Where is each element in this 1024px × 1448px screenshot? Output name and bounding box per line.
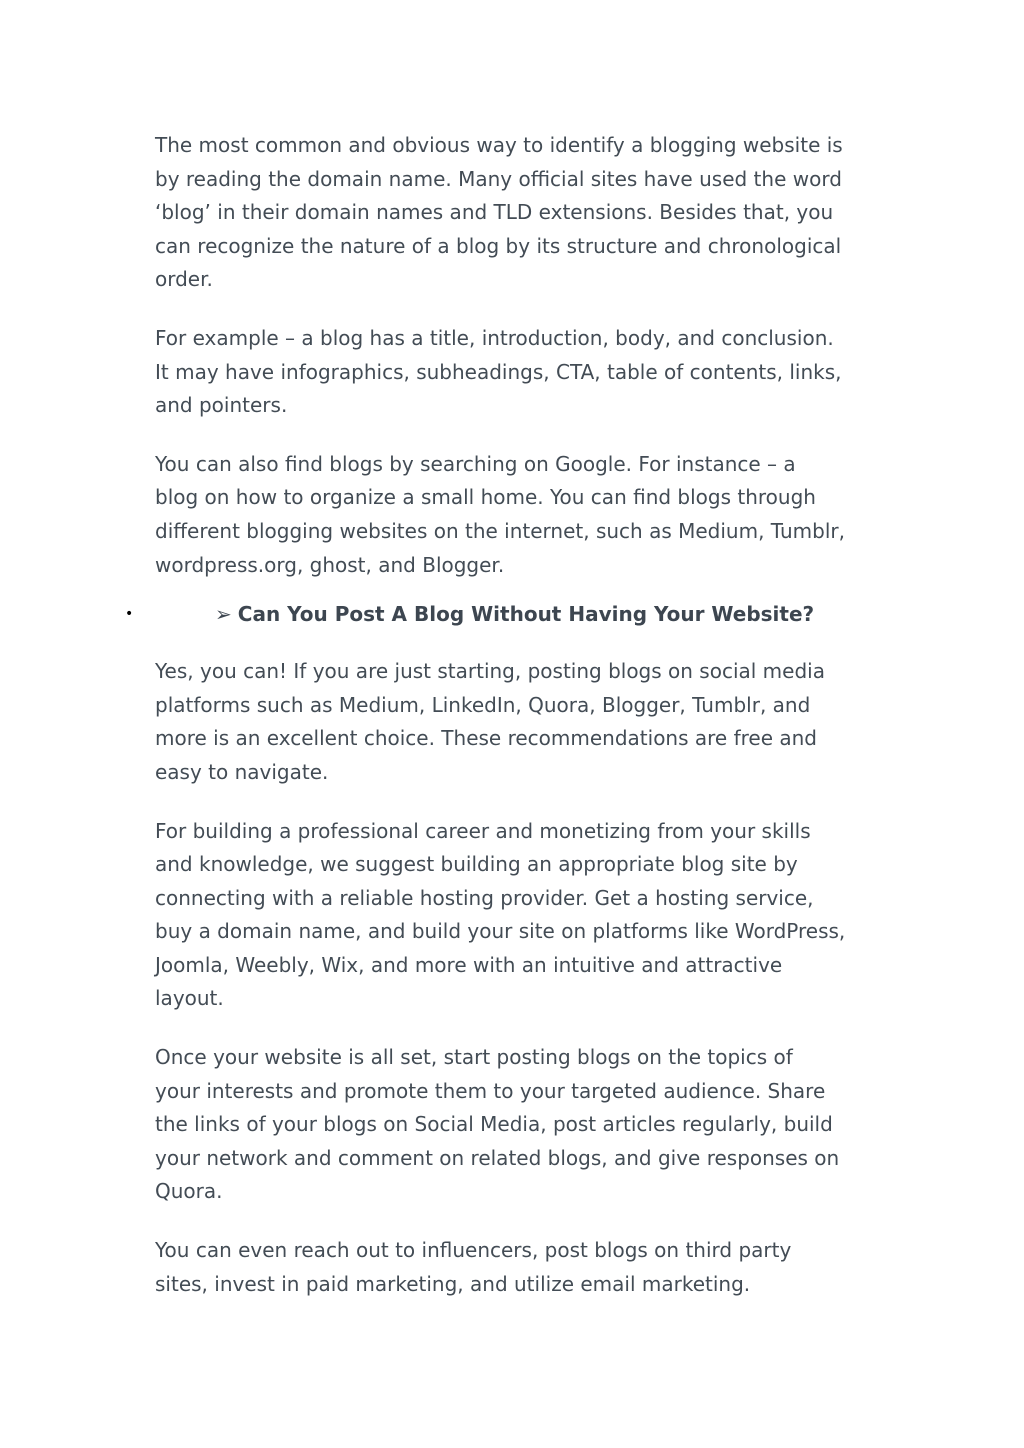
paragraph-blog-structure-example: For example – a blog has a title, introduction, body, and conclusion. It may have infographics, subheadings, CTA, table of contents, links, and pointers. [155,325,842,418]
bullet-icon: • [125,606,134,623]
arrow-bullet-icon: ➢ [215,602,232,627]
paragraph-influencers: You can even reach out to influencers, post blogs on third party sites, invest in paid marketing, and utilize email marketing. [155,1238,792,1296]
paragraph-yes-you-can: Yes, you can! If you are just starting, posting blogs on social media platforms such as Medium, LinkedIn, Quora, Blogger, Tumblr, and more is an excellent choice. These recommendations are free and easy to navigate. [155,659,825,784]
paragraph-identify-blog: The most common and obvious way to identify a blogging website is by reading the domain name. Many official sites have used the word ‘blog’ in their domain names and TLD extensions. Besides that, you can recognize the nature of a blog by its structure and chronological order. [155,133,843,292]
paragraph-find-blogs: You can also find blogs by searching on Google. For instance – a blog on how to organize a small home. You can find blogs through different blogging websites on the internet, such as Medium, Tumblr, wordpress.org, ghost, and Blogger. [155,451,845,577]
section-heading [215,598,814,631]
section-heading-row [125,598,890,631]
section-heading-text: Can You Post A Blog Without Having Your Website? [237,602,815,627]
document-page [125,129,890,1326]
paragraph-professional-career: For building a professional career and monetizing from your skills and knowledge, we suggest building an appropriate blog site by connecting with a reliable hosting provider. Get a hosting service, buy a domain name, and build your site on platforms like WordPress, Joomla, Weebly, Wix, and more with an intuitive and attractive layout. [155,818,846,1011]
paragraph-website-set: Once your website is all set, start posting blogs on the topics of your interests and promote them to your targeted audience. Share the links of your blogs on Social Media, post articles regularly, build your network and comment on related blogs, and give responses on Quora. [155,1045,840,1204]
